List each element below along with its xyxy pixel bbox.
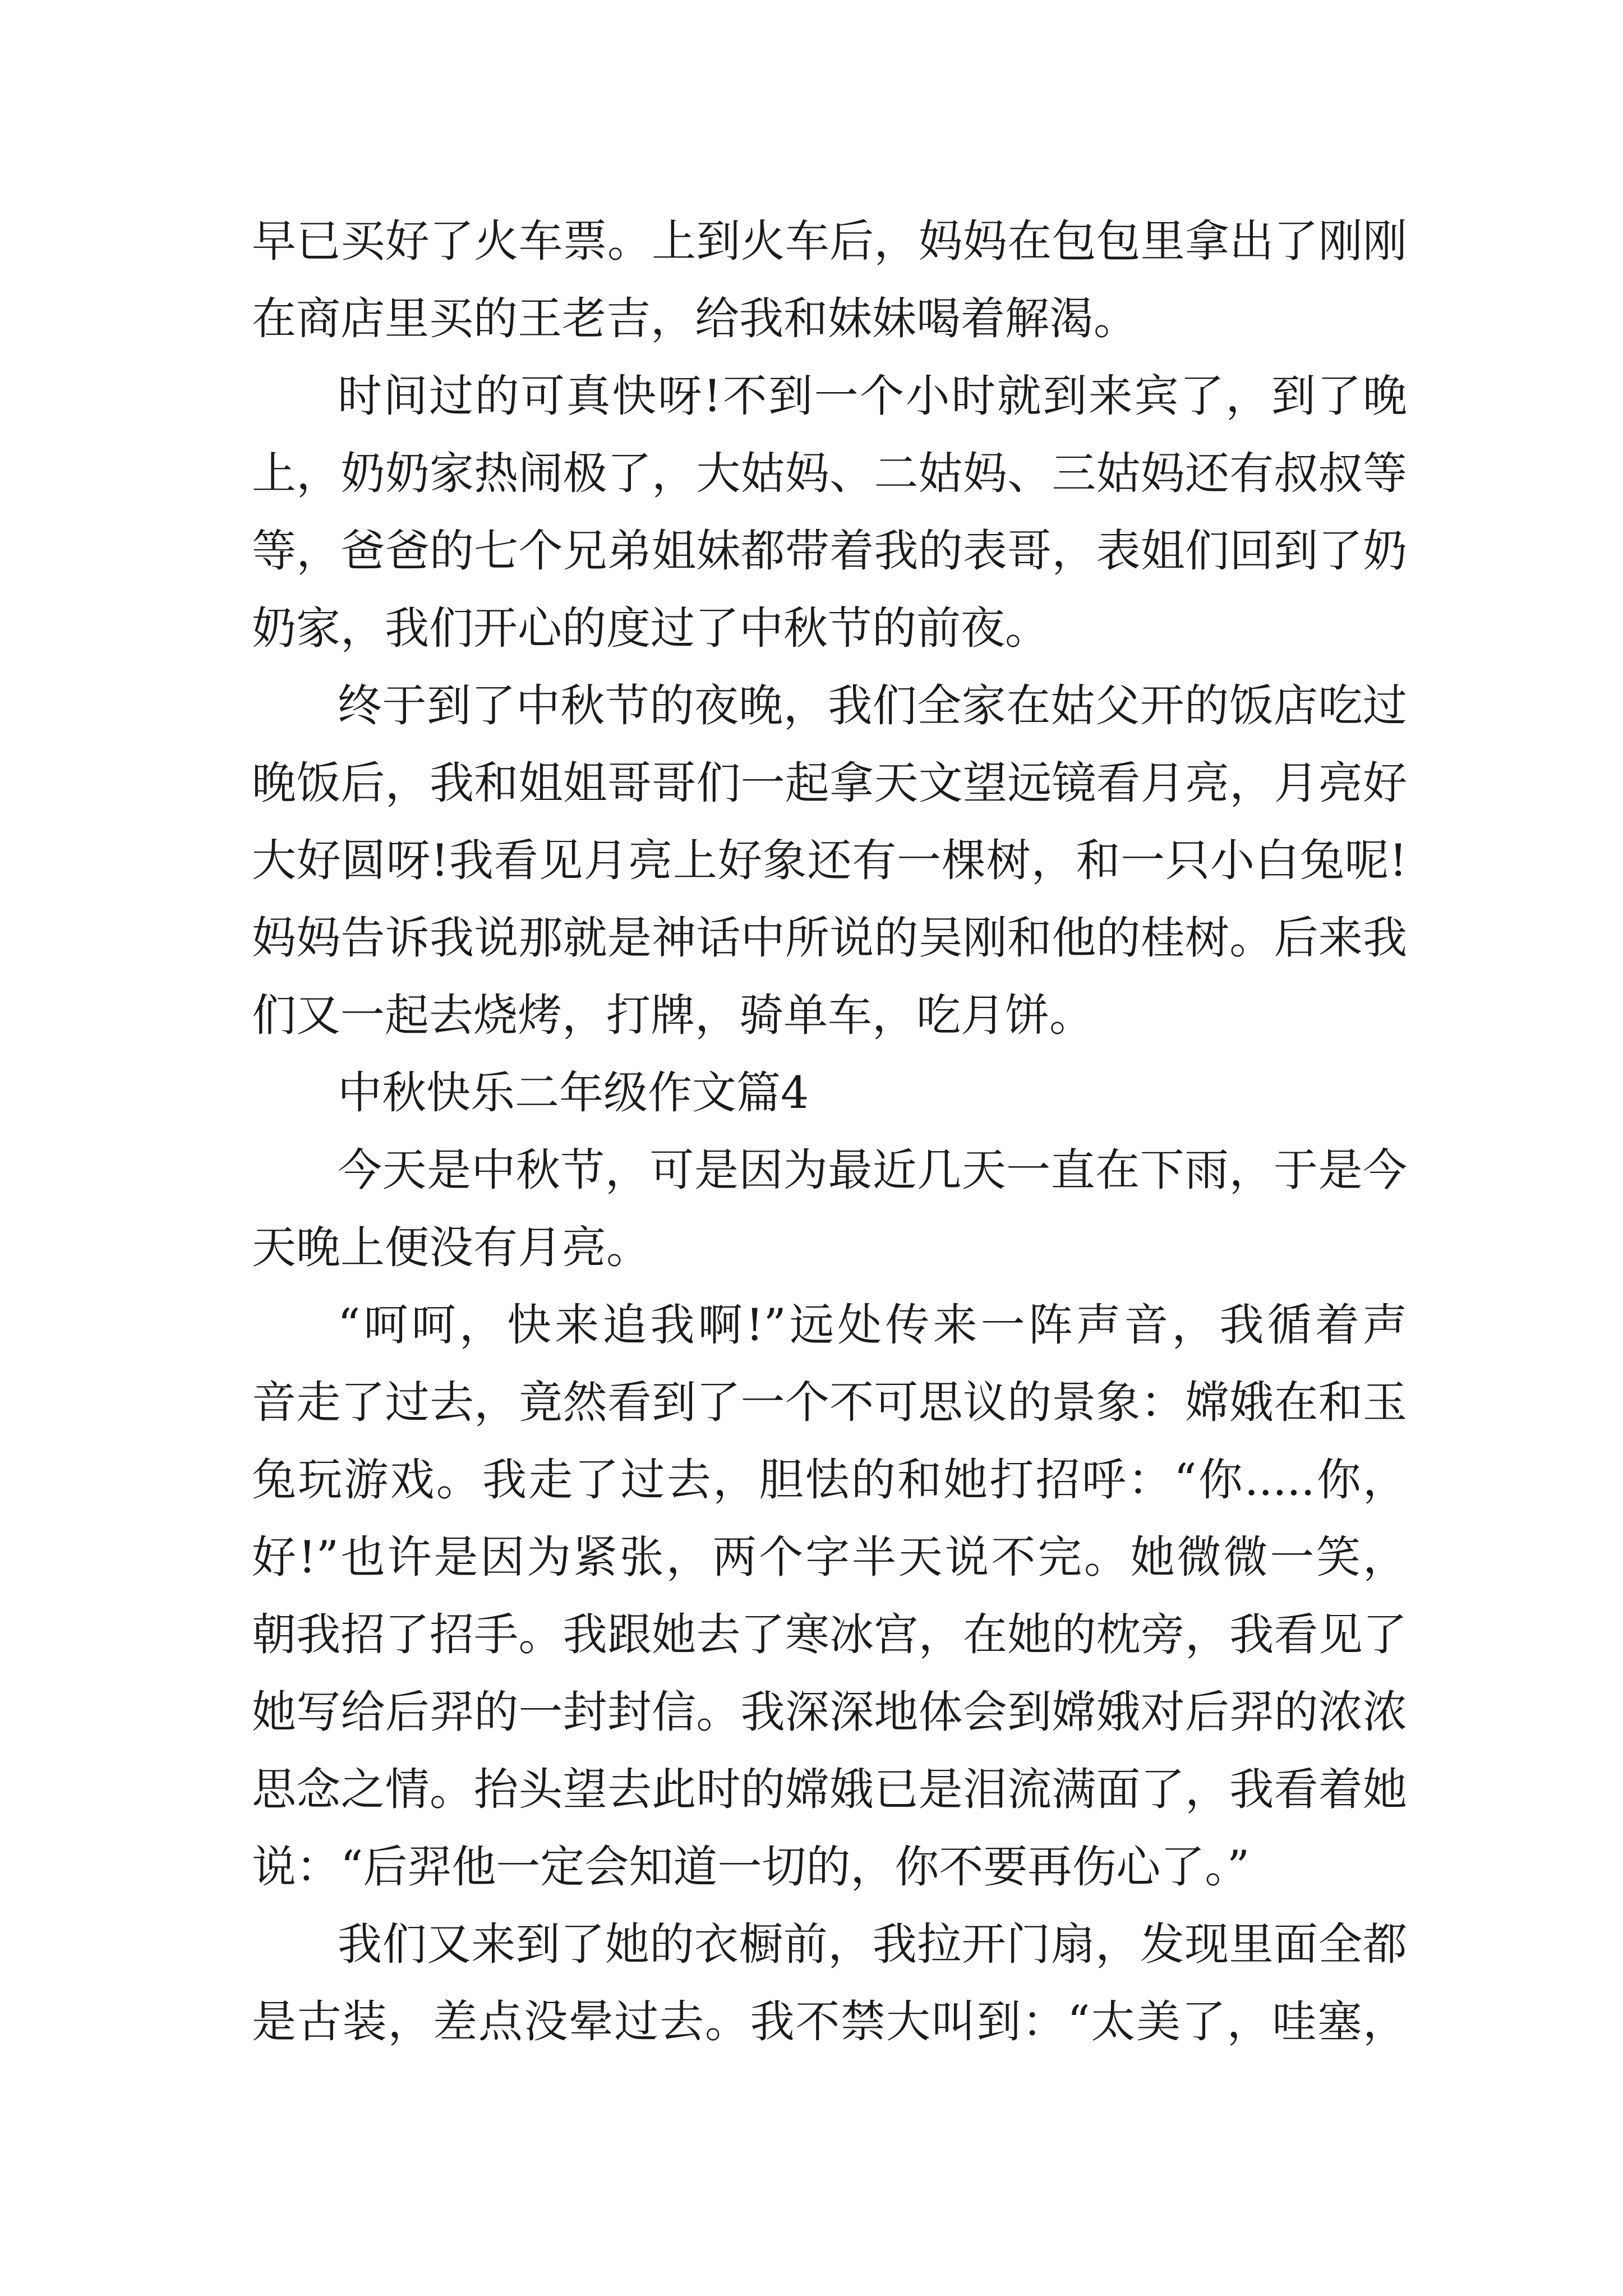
- text-line: 等，爸爸的七个兄弟姐妹都带着我的表哥，表姐们回到了奶: [252, 525, 1407, 577]
- paragraph-first-line: 时间过的可真快呀!不到一个小时就到来宾了，到了晚: [338, 370, 1407, 422]
- text-line: 奶家，我们开心的度过了中秋节的前夜。: [252, 602, 1049, 654]
- text-line: 们又一起去烧烤，打牌，骑单车，吃月饼。: [252, 990, 1094, 1041]
- text-line: 天晚上便没有月亮。: [252, 1222, 651, 1273]
- text-line: 上，奶奶家热闹极了，大姑妈、二姑妈、三姑妈还有叔叔等: [252, 448, 1407, 499]
- text-line: 在商店里买的王老吉，给我和妹妹喝着解渴。: [252, 293, 1138, 344]
- paragraph-first-line: 终于到了中秋节的夜晚，我们全家在姑父开的饭店吃过: [338, 680, 1407, 731]
- text-line: 好!”也许是因为紧张，两个字半天说不完。她微微一笑，: [252, 1531, 1407, 1583]
- text-line: 思念之情。抬头望去此时的嫦娥已是泪流满面了，我看着她: [252, 1764, 1407, 1815]
- paragraph-first-line: 今天是中秋节，可是因为最近几天一直在下雨，于是今: [338, 1144, 1407, 1196]
- text-line: 说：“后羿他一定会知道一切的，你不要再伤心了。”: [252, 1841, 1250, 1893]
- paragraph-first-line: “呵呵，快来追我啊!”远处传来一阵声音，我循着声: [338, 1299, 1407, 1351]
- text-line: 是古装，差点没晕过去。我不禁大叫到：“太美了，哇塞，: [252, 1996, 1407, 2047]
- text-line: 晚饭后，我和姐姐哥哥们一起拿天文望远镜看月亮，月亮好: [252, 757, 1407, 809]
- text-line: 她写给后羿的一封封信。我深深地体会到嫦娥对后羿的浓浓: [252, 1686, 1407, 1738]
- section-heading: 中秋快乐二年级作文篇4: [338, 1067, 809, 1119]
- text-line: 大好圆呀!我看见月亮上好象还有一棵树，和一只小白兔呢!: [252, 835, 1407, 886]
- text-line: 兔玩游戏。我走了过去，胆怯的和她打招呼：“你.....你，: [252, 1454, 1407, 1506]
- text-line: 妈妈告诉我说那就是神话中所说的吴刚和他的桂树。后来我: [252, 912, 1407, 964]
- text-line: 朝我招了招手。我跟她去了寒冰宫，在她的枕旁，我看见了: [252, 1609, 1407, 1660]
- text-line: 早已买好了火车票。上到火车后，妈妈在包包里拿出了刚刚: [252, 215, 1407, 267]
- paragraph-first-line: 我们又来到了她的衣橱前，我拉开门扇，发现里面全都: [338, 1918, 1407, 1970]
- text-line: 音走了过去，竟然看到了一个不可思议的景象：嫦娥在和玉: [252, 1377, 1407, 1428]
